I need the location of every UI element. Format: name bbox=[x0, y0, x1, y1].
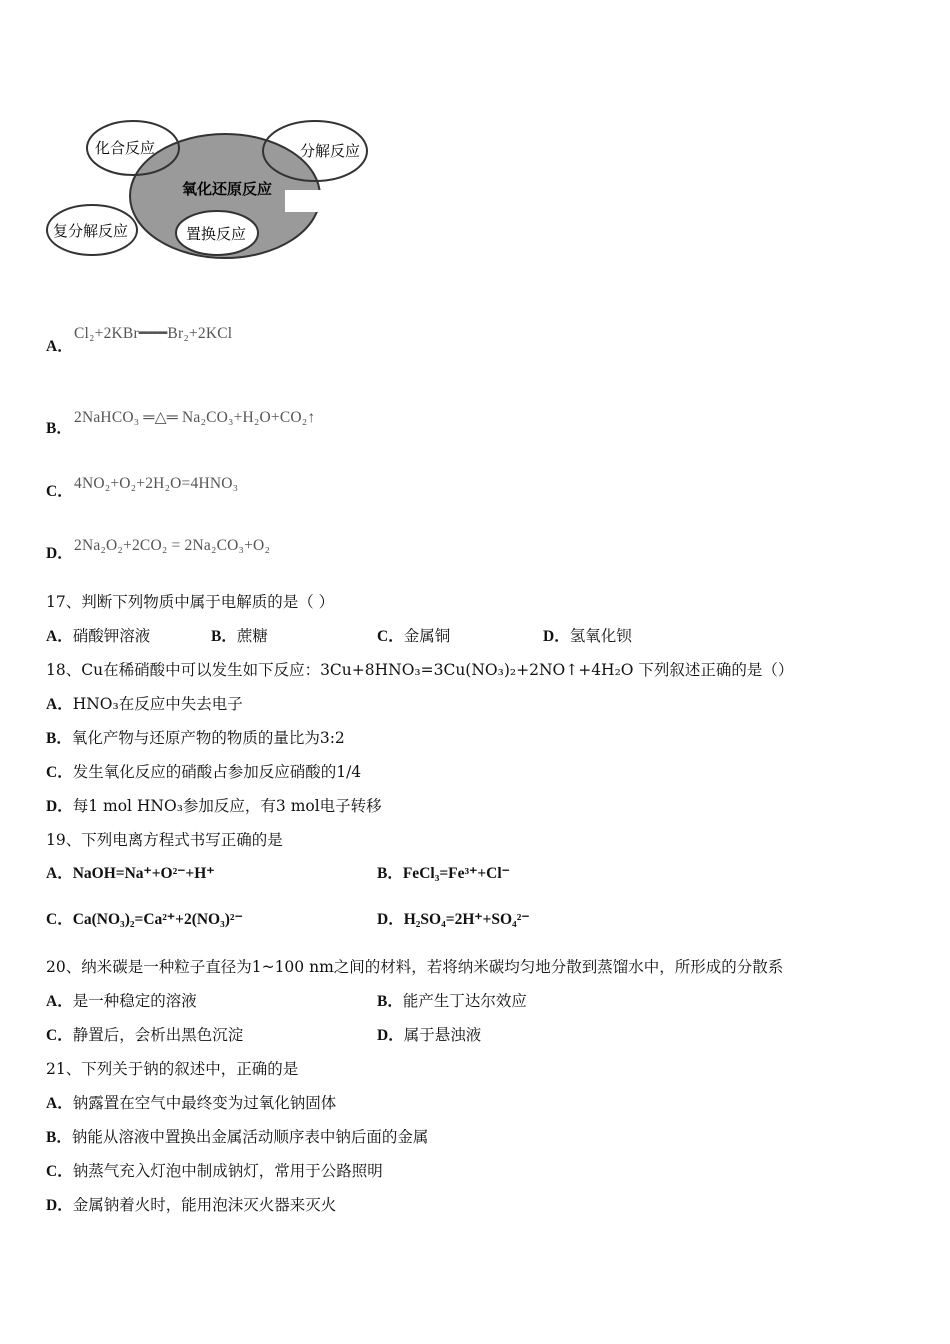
redox-label: 氧化还原反应 bbox=[182, 180, 273, 198]
q21-stem: 21、下列关于钠的叙述中，正确的是 bbox=[46, 1060, 299, 1078]
option-label: B． bbox=[377, 865, 403, 882]
q16-option-d[interactable] bbox=[46, 543, 73, 564]
option-label: D． bbox=[543, 628, 570, 645]
q18-option-a[interactable] bbox=[46, 694, 243, 715]
option-label: D． bbox=[46, 1197, 73, 1214]
option-text: Ca(NO₃)₂=Ca²⁺+2(NO₃)²⁻ bbox=[72, 911, 243, 928]
q18-option-c[interactable] bbox=[46, 762, 361, 783]
q17-stem: 17、判断下列物质中属于电解质的是（ ） bbox=[46, 593, 335, 611]
option-label: A． bbox=[46, 865, 73, 882]
q17-option-c[interactable] bbox=[377, 626, 450, 647]
q20-stem: 20、纳米碳是一种粒子直径为1~100 nm之间的材料，若将纳米碳均匀地分散到蒸馏水中，所形成的分散系 bbox=[46, 958, 784, 976]
option-text: 硝酸钾溶液 bbox=[72, 627, 151, 645]
q21-option-d[interactable] bbox=[46, 1195, 336, 1216]
q16-equation-c: 4NO₂+O₂+2H₂O=4HNO₃ bbox=[74, 475, 239, 492]
option-text: 能产生丁达尔效应 bbox=[402, 992, 527, 1010]
q19-option-c[interactable] bbox=[46, 910, 243, 930]
option-text: 蔗糖 bbox=[236, 627, 268, 645]
q18-option-d[interactable] bbox=[46, 796, 382, 817]
option-label: B． bbox=[46, 1129, 72, 1146]
q20-option-a[interactable] bbox=[46, 991, 197, 1012]
q20-option-b[interactable] bbox=[377, 991, 527, 1012]
q20-option-d[interactable] bbox=[377, 1025, 481, 1046]
option-text: 钠露置在空气中最终变为过氧化钠固体 bbox=[72, 1094, 337, 1112]
option-label: D． bbox=[377, 911, 404, 928]
option-label: B． bbox=[211, 628, 237, 645]
option-label: C． bbox=[46, 1027, 73, 1044]
option-label: C． bbox=[46, 911, 73, 928]
q17-option-b[interactable] bbox=[211, 626, 268, 647]
q16-equation-b: 2NaHCO₃ ═△═ Na₂CO₃+H₂O+CO₂↑ bbox=[74, 409, 316, 426]
option-text: HNO₃在反应中失去电子 bbox=[72, 695, 243, 713]
option-text: 金属铜 bbox=[403, 627, 451, 645]
option-text: FeCl₃=Fe³⁺+Cl⁻ bbox=[402, 865, 510, 882]
option-text: NaOH=Na⁺+O²⁻+H⁺ bbox=[72, 865, 215, 882]
option-label: D． bbox=[46, 545, 73, 562]
q17-option-d[interactable] bbox=[543, 626, 632, 647]
option-label: A． bbox=[46, 993, 73, 1010]
double-decomposition-label: 复分解反应 bbox=[53, 222, 129, 240]
option-label: C． bbox=[46, 1163, 73, 1180]
option-text: H₂SO₄=2H⁺+SO₄²⁻ bbox=[403, 911, 530, 928]
option-text: 氧化产物与还原产物的物质的量比为3:2 bbox=[71, 729, 345, 747]
q21-option-a[interactable] bbox=[46, 1093, 336, 1114]
q16-equation-a: Cl₂+2KBr━━━Br₂+2KCl bbox=[74, 325, 233, 342]
option-label: D． bbox=[377, 1027, 404, 1044]
option-label: C． bbox=[46, 483, 73, 500]
option-text: 金属钠着火时，能用泡沫灭火器来灭火 bbox=[72, 1196, 337, 1214]
q16-equation-d: 2Na₂O₂+2CO₂ = 2Na₂CO₃+O₂ bbox=[74, 537, 271, 554]
option-label: D． bbox=[46, 798, 73, 815]
option-text: 属于悬浊液 bbox=[403, 1026, 482, 1044]
q20-option-c[interactable] bbox=[46, 1025, 243, 1046]
option-label: A． bbox=[46, 628, 73, 645]
option-text: 氢氧化钡 bbox=[569, 627, 632, 645]
q21-option-b[interactable] bbox=[46, 1127, 428, 1148]
option-text: 发生氧化反应的硝酸占参加反应硝酸的1/4 bbox=[72, 763, 362, 781]
option-text: 是一种稳定的溶液 bbox=[72, 992, 197, 1010]
q19-option-b[interactable] bbox=[377, 864, 510, 884]
q17-option-a[interactable] bbox=[46, 626, 150, 647]
option-label: B． bbox=[46, 420, 72, 437]
option-label: A． bbox=[46, 1095, 73, 1112]
q16-option-a[interactable] bbox=[46, 336, 73, 357]
q16-option-b[interactable] bbox=[46, 418, 72, 439]
option-text: 静置后，会析出黑色沉淀 bbox=[72, 1026, 244, 1044]
option-label: C． bbox=[46, 764, 73, 781]
option-label: B． bbox=[377, 993, 403, 1010]
q18-stem: 18、Cu在稀硝酸中可以发生如下反应：3Cu+8HNO₃=3Cu(NO₃)₂+2NO↑+4H₂O 下列叙述正确的是（） bbox=[46, 661, 794, 679]
option-text: 钠蒸气充入灯泡中制成钠灯，常用于公路照明 bbox=[72, 1162, 383, 1180]
option-text: 钠能从溶液中置换出金属活动顺序表中钠后面的金属 bbox=[71, 1128, 429, 1146]
decomposition-label: 分解反应 bbox=[300, 142, 361, 160]
reaction-classification-diagram bbox=[45, 118, 375, 263]
q19-option-d[interactable] bbox=[377, 910, 530, 930]
option-text: 每1 mol HNO₃参加反应，有3 mol电子转移 bbox=[72, 797, 382, 815]
combination-label: 化合反应 bbox=[95, 139, 156, 157]
option-label: A． bbox=[46, 696, 73, 713]
q16-option-c[interactable] bbox=[46, 481, 73, 502]
displacement-label: 置换反应 bbox=[186, 225, 247, 243]
option-label: A． bbox=[46, 338, 73, 355]
option-label: C． bbox=[377, 628, 404, 645]
q18-option-b[interactable] bbox=[46, 728, 345, 749]
diagram-mask bbox=[285, 190, 340, 212]
q21-option-c[interactable] bbox=[46, 1161, 383, 1182]
option-label: B． bbox=[46, 730, 72, 747]
q19-stem: 19、下列电离方程式书写正确的是 bbox=[46, 831, 283, 849]
q19-option-a[interactable] bbox=[46, 864, 215, 884]
